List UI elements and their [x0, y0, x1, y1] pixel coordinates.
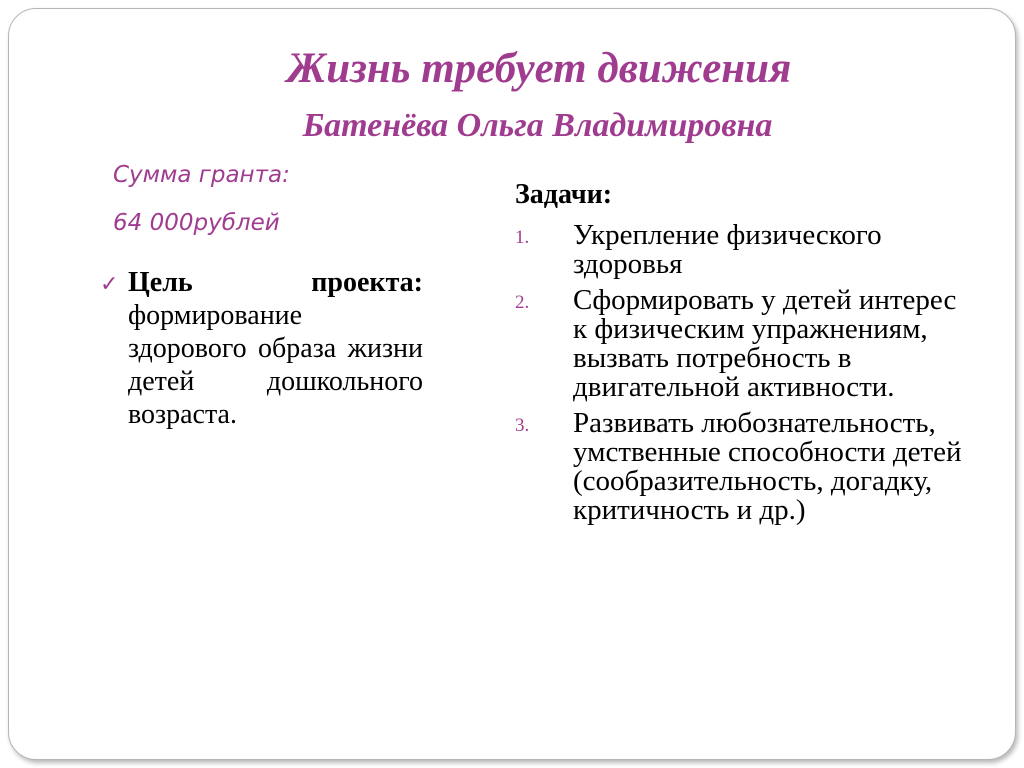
goal-text — [128, 266, 423, 431]
grant-value: 64 000рублей — [113, 210, 280, 236]
goal-block — [100, 266, 423, 431]
slide-subtitle: Батенёва Ольга Владимировна — [302, 107, 773, 144]
goal-label: Цель проекта: — [128, 267, 423, 298]
check-icon: ✓ — [100, 272, 119, 297]
task-number: 2. — [515, 292, 530, 313]
task-text: Развивать любознательность, умственные способности детей (сообразительность, догадку, критичность и др.) — [573, 407, 962, 526]
goal-description: формирование здорового образа жизни детей дошкольного возраста. — [128, 300, 423, 430]
task-item — [515, 286, 970, 402]
task-text: Сформировать у детей интерес к физическим упражнениям, вызвать потребность в двигательной активности. — [573, 284, 957, 403]
tasks-heading: Задачи: — [515, 179, 613, 210]
task-item — [515, 221, 970, 279]
task-number: 3. — [515, 415, 530, 436]
task-item — [515, 409, 970, 525]
grant-label: Сумма гранта: — [113, 162, 290, 188]
task-text: Укрепление физического здоровья — [573, 219, 882, 280]
tasks-list — [515, 221, 970, 532]
slide-title: Жизнь требует движения — [286, 45, 792, 92]
task-number: 1. — [515, 227, 530, 248]
